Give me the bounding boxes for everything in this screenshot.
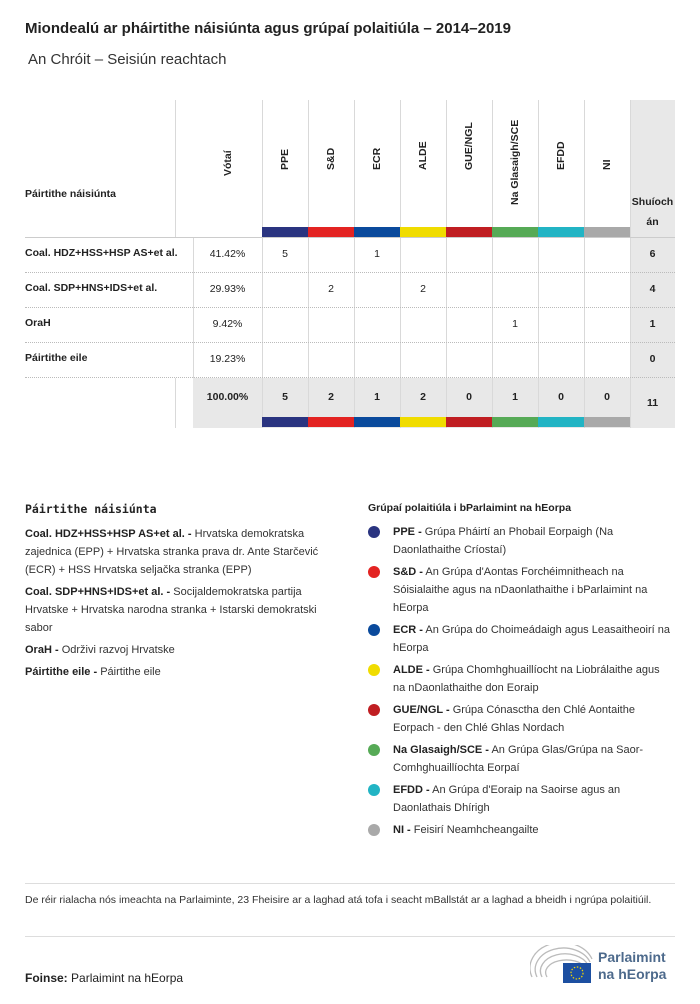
group-color-bar [446, 417, 492, 427]
group-color-bar [584, 227, 630, 237]
party-legend-item [25, 663, 335, 681]
group-total: 5 [282, 391, 288, 403]
column-divider [262, 100, 263, 428]
group-header: GUE/NGL [463, 122, 475, 170]
column-divider [492, 100, 493, 428]
group-total: 0 [558, 391, 564, 403]
group-abbr: ALDE - [393, 664, 430, 676]
party-abbr: Coal. SDP+HNS+IDS+et al. - [25, 586, 171, 598]
row-total: 4 [649, 283, 656, 295]
party-name: Coal. HDZ+HSS+HSP AS+et al. [25, 247, 178, 259]
party-name: Coal. SDP+HNS+IDS+et al. [25, 282, 158, 294]
row-total: 6 [649, 248, 656, 260]
group-color-bar [308, 417, 354, 427]
group-desc: Feisirí Neamhcheangailte [413, 824, 539, 836]
vote-share: 9.42% [212, 318, 243, 330]
group-total: 0 [466, 391, 472, 403]
row-divider [25, 342, 675, 343]
column-divider [446, 100, 447, 428]
row-divider [25, 377, 675, 378]
logo-line-1: Parlaimint [598, 949, 666, 965]
group-color-bar [584, 417, 630, 427]
group-color-bar [308, 227, 354, 237]
logo-line-2: na hEorpa [598, 966, 667, 982]
row-total: 1 [649, 318, 656, 330]
group-color-bar [538, 417, 584, 427]
party-legend-title: Páirtithe náisiúnta [25, 502, 157, 516]
group-header: ECR [371, 147, 383, 170]
column-divider [175, 378, 176, 428]
group-color-bar [446, 227, 492, 237]
total-header: Shuíochán [631, 196, 674, 228]
group-abbr: GUE/NGL - [393, 704, 450, 716]
group-color-dot-icon [368, 824, 380, 836]
row-divider [25, 272, 675, 273]
group-desc: An Grúpa do Choimeádaigh agus Leasaitheoirí na hEorpa [393, 624, 671, 654]
column-divider [538, 100, 539, 428]
party-abbr: OraH - [25, 644, 59, 656]
group-header: EFDD [555, 141, 567, 170]
column-divider [630, 100, 631, 428]
group-total: 2 [328, 391, 334, 403]
source [25, 971, 183, 985]
group-header: PPE [279, 148, 291, 170]
group-color-dot-icon [368, 784, 380, 796]
party-abbr: Páirtithe eile - [25, 666, 98, 678]
seat-count: 1 [374, 248, 380, 260]
group-color-bar [400, 417, 446, 427]
column-divider [354, 100, 355, 428]
group-desc: An Grúpa Glas/Grúpa na Saor-Comhghuaillíochta Eorpaí [393, 744, 644, 774]
vote-share: 41.42% [209, 248, 246, 260]
header-divider [25, 237, 675, 238]
source-label: Foinse: [25, 971, 68, 985]
group-color-bar [492, 227, 538, 237]
group-legend-item [368, 563, 673, 617]
group-color-bar [354, 417, 400, 427]
group-color-bar [400, 227, 446, 237]
group-color-bar [538, 227, 584, 237]
row-total: 0 [649, 353, 656, 365]
group-color-bar [354, 227, 400, 237]
group-color-bar [492, 417, 538, 427]
party-abbr: Coal. HDZ+HSS+HSP AS+et al. - [25, 528, 192, 540]
group-color-dot-icon [368, 624, 380, 636]
seat-count: 1 [512, 318, 518, 330]
total-votes: 100.00% [206, 391, 249, 403]
group-color-dot-icon [368, 744, 380, 756]
group-abbr: ECR - [393, 624, 423, 636]
group-color-dot-icon [368, 664, 380, 676]
group-legend-item [368, 661, 673, 697]
group-color-dot-icon [368, 566, 380, 578]
group-total: 1 [374, 391, 380, 403]
group-header: NI [601, 159, 613, 170]
group-total: 2 [420, 391, 426, 403]
divider [25, 936, 675, 937]
chart-subtitle: An Chróit – Seisiún reachtach [28, 51, 227, 68]
party-legend-item [25, 583, 335, 637]
hemicycle-icon [530, 945, 595, 985]
source-value: Parlaimint na hEorpa [71, 971, 184, 985]
ep-logo [530, 945, 680, 985]
party-desc: Održivi razvoj Hrvatske [61, 644, 175, 656]
group-legend-item [368, 821, 673, 839]
group-desc: Grúpa Chomhghuaillíocht na Liobrálaithe agus na nDaonlathaithe don Eoraip [393, 664, 660, 694]
party-legend-item [25, 641, 335, 659]
seat-count: 5 [282, 248, 288, 260]
vote-share: 19.23% [209, 353, 246, 365]
votes-header: Vótaí [222, 150, 234, 176]
column-divider [308, 100, 309, 428]
divider [25, 883, 675, 884]
chart-title: Miondealú ar pháirtithe náisiúnta agus grúpaí polaitiúla – 2014–2019 [25, 20, 511, 37]
group-abbr: Na Glasaigh/SCE - [393, 744, 489, 756]
seat-count: 2 [328, 283, 334, 295]
group-legend [368, 502, 673, 843]
group-desc: An Grúpa d'Aontas Forchéimnitheach na Sóisialaithe agus na nDaonlathaithe i bParlaimint na hEorpa [393, 566, 648, 614]
seat-count: 2 [420, 283, 426, 295]
group-abbr: S&D - [393, 566, 423, 578]
grand-total: 11 [646, 397, 659, 409]
party-desc: Hrvatska demokratska zajednica (EPP) + Hrvatska stranka prava dr. Ante Starčević (ECR) + HSS Hrvatska seljačka stranka (EPP) [25, 528, 319, 576]
total-column-bg [630, 100, 675, 428]
party-name: Páirtithe eile [25, 352, 88, 364]
group-total: 1 [512, 391, 518, 403]
group-legend-item [368, 523, 673, 559]
vote-share: 29.93% [209, 283, 246, 295]
group-legend-item [368, 781, 673, 817]
group-abbr: EFDD - [393, 784, 430, 796]
group-color-bar [262, 227, 308, 237]
group-desc: An Grúpa d'Eoraip na Saoirse agus an Daonlathais Dhírigh [393, 784, 621, 814]
group-legend-item [368, 741, 673, 777]
group-legend-item [368, 621, 673, 657]
group-legend-item [368, 701, 673, 737]
row-header: Páirtithe náisiúnta [25, 188, 117, 200]
footnote: De réir rialacha nós imeachta na Parlaiminte, 23 Fheisire ar a laghad atá tofa i seacht mBallstát ar a laghad a bheidh i ngrúpa polaitiúil. [25, 894, 652, 906]
group-color-dot-icon [368, 704, 380, 716]
group-color-bar [262, 417, 308, 427]
party-legend-item [25, 525, 335, 579]
column-divider [175, 100, 176, 237]
column-divider [400, 100, 401, 428]
row-divider [25, 307, 675, 308]
party-desc: Socijaldemokratska partija Hrvatske + Hrvatska narodna stranka + Istarski demokratski sabor [25, 586, 317, 634]
group-desc: Grúpa Pháirtí an Phobail Eorpaigh (Na Daonlathaithe Críostaí) [393, 526, 614, 556]
group-desc: Grúpa Cónasctha den Chlé Aontaithe Eorpach - den Chlé Ghlas Nordach [393, 704, 635, 734]
logo-text [598, 949, 666, 983]
party-name: OraH [25, 317, 51, 329]
column-divider [584, 100, 585, 428]
group-total: 0 [604, 391, 610, 403]
party-desc: Páirtithe eile [100, 666, 161, 678]
group-abbr: PPE - [393, 526, 422, 538]
group-header: ALDE [417, 141, 429, 170]
group-header: S&D [325, 147, 337, 170]
group-abbr: NI - [393, 824, 411, 836]
group-color-dot-icon [368, 526, 380, 538]
group-legend-title: Grúpaí polaitiúla i bParlaimint na hEorpa [368, 502, 572, 514]
party-legend [25, 502, 335, 685]
group-header: Na Glasaigh/SCE [509, 119, 521, 205]
